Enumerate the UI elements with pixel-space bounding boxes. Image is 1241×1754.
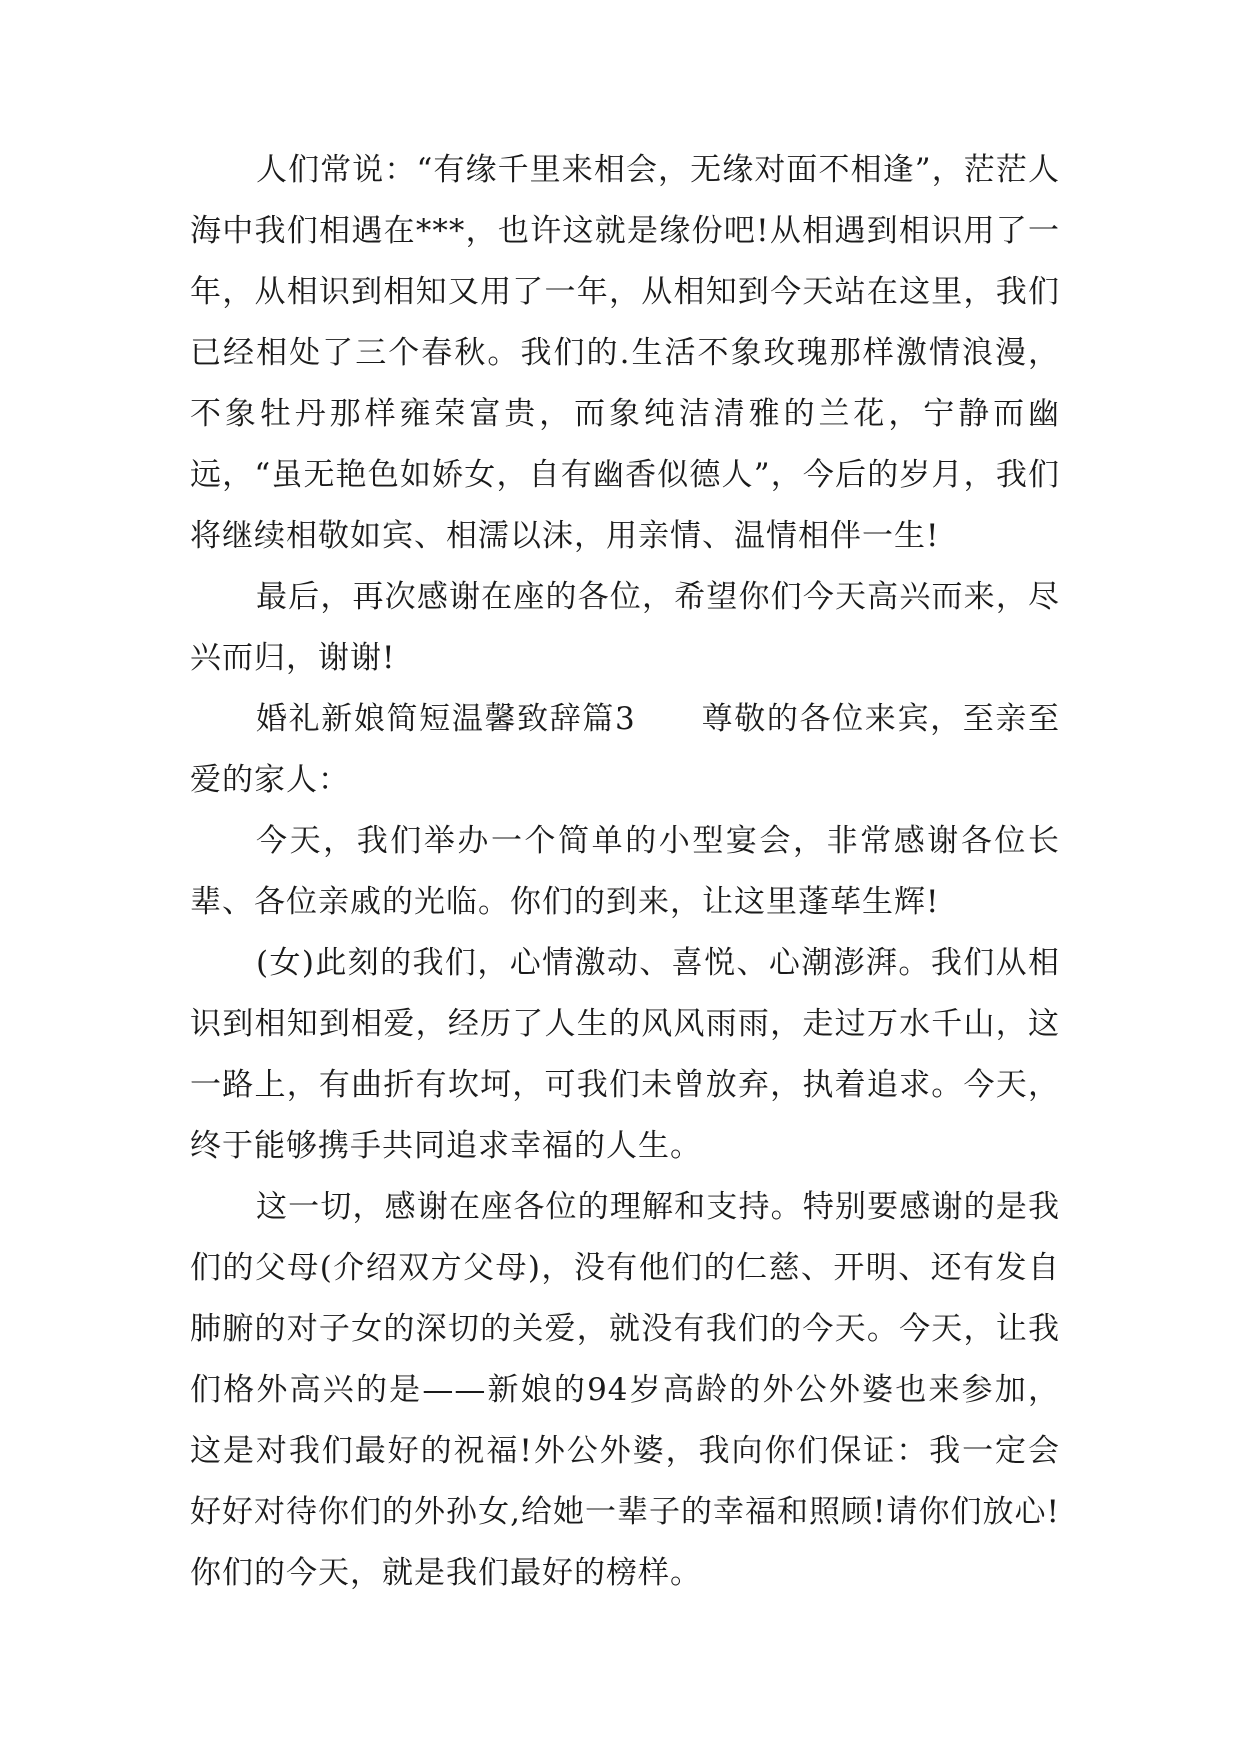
paragraph-4: 今天，我们举办一个简单的小型宴会，非常感谢各位长辈、各位亲戚的光临。你们的到来，让这里蓬荜生辉!	[190, 823, 1060, 920]
paragraph-5: (女)此刻的我们，心情激动、喜悦、心潮澎湃。我们从相识到相知到相爱，经历了人生的风风雨雨，走过万水千山，这一路上，有曲折有坎坷，可我们未曾放弃，执着追求。今天，终于能够携手共同追求幸福的人生。	[190, 945, 1060, 1164]
paragraph-6: 这一切，感谢在座各位的理解和支持。特别要感谢的是我们的父母(介绍双方父母)，没有他们的仁慈、开明、还有发自肺腑的对子女的深切的关爱，就没有我们的今天。今天，让我们格外高兴的是——新娘的94岁高龄的外公外婆也来参加，这是对我们最好的祝福!外公外婆，我向你们保证：我一定会好好对待你们的外孙女,给她一辈子的幸福和照顾!请你们放心!你们的今天，就是我们最好的榜样。	[190, 1189, 1060, 1591]
paragraph-3-section-heading: 婚礼新娘简短温馨致辞篇3 尊敬的各位来宾，至亲至爱的家人：	[190, 701, 1060, 798]
paragraph-1: 人们常说：“有缘千里来相会，无缘对面不相逢”，茫茫人海中我们相遇在***，也许这就是缘份吧!从相遇到相识用了一年，从相识到相知又用了一年，从相知到今天站在这里，我们已经相处了三个春秋。我们的.生活不象玫瑰那样激情浪漫，不象牡丹那样雍荣富贵，而象纯洁清雅的兰花，宁静而幽远，“虽无艳色如娇女，自有幽香似德人”，今后的岁月，我们将继续相敬如宾、相濡以沫，用亲情、温情相伴一生!	[190, 152, 1060, 554]
paragraph-2: 最后，再次感谢在座的各位，希望你们今天高兴而来，尽兴而归，谢谢!	[190, 579, 1060, 676]
document-body	[190, 140, 1060, 1604]
